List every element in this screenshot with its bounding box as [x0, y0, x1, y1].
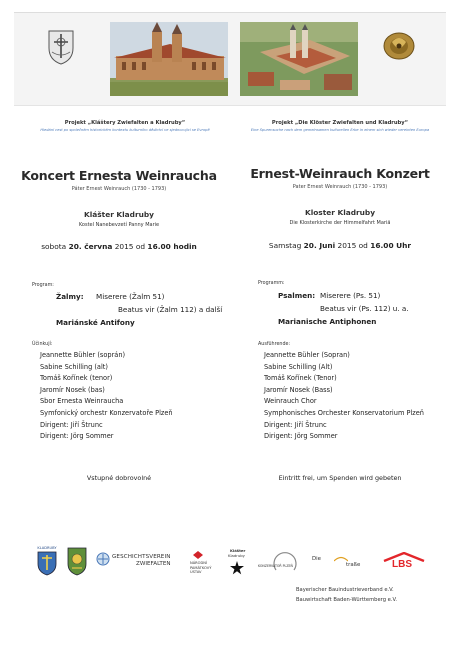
left-project-subtitle: Hledání cest po společném historickém kontextu kulturního dědictví ve sjednocující se Evropě [40, 128, 210, 132]
right-program-psalms-label [278, 291, 315, 300]
strasse-line1: Die [312, 556, 321, 562]
left-performer: Jaromír Nosek (bas) [40, 385, 105, 394]
right-performers-list [264, 350, 424, 443]
right-performer: Jaromír Nosek (Bass) [264, 385, 333, 394]
konzervatoria-arc-icon [272, 548, 298, 574]
left-performer: Dirigent: Jörg Sommer [40, 432, 114, 441]
right-date [232, 241, 448, 250]
sponsor-line: Bauwirtschaft Baden-Württemberg e.V. [296, 596, 397, 603]
right-program-psalm1: Miserere (Ps. 51) [320, 291, 381, 300]
konzervatoria-text: KONZERVATOŘ PLZEŇ [258, 564, 293, 568]
konzervatoria-logo [258, 548, 300, 580]
kladruby-church-photo [110, 22, 228, 96]
left-date [14, 242, 224, 251]
right-date-day: 20. Juni [303, 241, 336, 250]
geschichtsverein-line1: GESCHICHTSVEREIN [112, 554, 171, 560]
right-performer: Jeannette Bühler (Sopran) [264, 351, 350, 359]
right-project-title: Projekt „Die Klöster Zwiefalten und Kladruby“ [271, 120, 409, 126]
left-performer: Symfonický orchestr Konzervatoře Plzeň [40, 408, 173, 417]
left-composer: Páter Ernest Weinrauch (1730 - 1793) [71, 186, 167, 192]
left-project-title: Projekt „Kláštery Zwiefalten a Kladruby“ [64, 120, 186, 126]
zwiefalten-seal-logo [66, 546, 88, 576]
left-concert-title: Koncert Ernesta Weinraucha [21, 168, 217, 183]
left-program-label: Program: [32, 283, 54, 288]
lbs-text: LBS [392, 559, 412, 570]
left-program-psalms-label [56, 292, 84, 301]
right-antiphons-text: Marianische Antiphonen [278, 317, 377, 326]
geschichtsverein-emblem-icon [96, 552, 110, 568]
klaster-kladruby-logo [222, 548, 258, 578]
right-venue: Kloster Kladruby [304, 208, 376, 217]
kladruby-shield-icon [36, 550, 58, 576]
right-psalms-label-text: Psalmen: [278, 291, 316, 300]
seal-icon [66, 546, 88, 576]
left-performers-list [40, 350, 173, 443]
left-date-mid: 2015 od [112, 242, 148, 251]
right-performer: Dirigent: Jörg Sommer [264, 432, 338, 441]
left-entry-note: Vstupné dobrovolné [86, 474, 152, 482]
strasse-line2: traße [346, 562, 361, 568]
right-venue-subtitle: Die Klosterkirche der Himmelfahrt Mariä [289, 220, 391, 226]
right-composer: Pater Ernest Weinrauch (1730 - 1793) [292, 184, 388, 190]
right-performer: Tomáš Kořínek (Tenor) [264, 374, 337, 383]
right-performer: Weinrauch Chor [264, 397, 317, 406]
sponsors-list [296, 586, 397, 605]
left-program-psalm1: Miserere (Žalm 51) [96, 292, 165, 301]
npu-line3: ÚSTAV [190, 570, 202, 574]
geschichtsverein-logo [96, 552, 182, 572]
left-program-antiphons [56, 318, 135, 327]
npu-mark-icon [192, 550, 204, 560]
kladruby-crest-image [46, 28, 76, 66]
star-icon [230, 561, 244, 575]
right-performer: Dirigent: Jiří Štrunc [264, 420, 327, 429]
strasse-logo [312, 556, 366, 576]
right-performer: Symphonisches Orchester Konservatorium Plzeň [264, 408, 424, 417]
right-date-mid: 2015 od [335, 241, 371, 250]
kladruby-logo [36, 546, 58, 578]
left-venue: Klášter Kladruby [84, 210, 154, 219]
right-date-prefix: Samstag [268, 241, 304, 250]
right-date-time: 16.00 Uhr [370, 241, 412, 250]
klaster-line1: Klášter [230, 548, 246, 553]
right-program-psalm2: Beatus vir (Ps. 112) u. a. [320, 304, 409, 313]
right-project-subtitle: Eine Spurensuche nach dem gemeinsamen kulturellen Erbe in einem sich wieder vereinten Europa [250, 128, 430, 132]
left-program-psalm2: Beatus vir (Žalm 112) a další [118, 305, 223, 314]
left-performer: Sbor Ernesta Weinraucha [40, 397, 124, 406]
geschichtsverein-line2: ZWIEFALTEN [136, 561, 171, 567]
zwiefalten-crest-image [382, 30, 416, 62]
lbs-logo [382, 552, 426, 574]
zwiefalten-aerial-photo [240, 22, 358, 96]
left-performer: Jeannette Bühler (soprán) [40, 351, 126, 359]
right-performers-label: Ausführende: [258, 342, 291, 347]
sponsor-line: Bayerischer Bauindustrieverband e.V. [296, 587, 394, 593]
right-program-antiphons [278, 317, 376, 326]
left-psalms-label-text: Žalmy: [56, 292, 84, 301]
left-performer: Tomáš Kořínek (tenor) [40, 374, 113, 383]
left-date-time: 16.00 hodin [147, 242, 197, 251]
left-performer: Dirigent: Jiří Štrunc [40, 420, 103, 429]
npu-logo [190, 550, 220, 580]
npu-line1: NÁRODNÍ [190, 561, 207, 565]
right-entry-note: Eintritt frei, um Spenden wird gebeten [278, 474, 402, 482]
kladruby-logo-text: KLADRUBY [37, 546, 57, 550]
left-antiphons-text: Mariánské Antifony [56, 318, 135, 327]
strasse-mark-icon [334, 556, 348, 562]
right-performer: Sabine Schilling (Alt) [264, 362, 333, 371]
left-venue-subtitle: Kostel Nanebevzetí Panny Marie [78, 222, 160, 228]
right-concert-title: Ernest-Weinrauch Konzert [250, 166, 430, 181]
klaster-line2: Kladruby [228, 553, 245, 558]
npu-line2: PAMÁTKOVÝ [190, 565, 212, 570]
right-program-label: Programm: [258, 281, 285, 286]
left-performer: Sabine Schilling (alt) [40, 362, 108, 371]
left-date-prefix: sobota [41, 242, 69, 251]
left-date-day: 20. června [68, 242, 113, 251]
left-performers-label: Účinkují: [32, 342, 53, 347]
